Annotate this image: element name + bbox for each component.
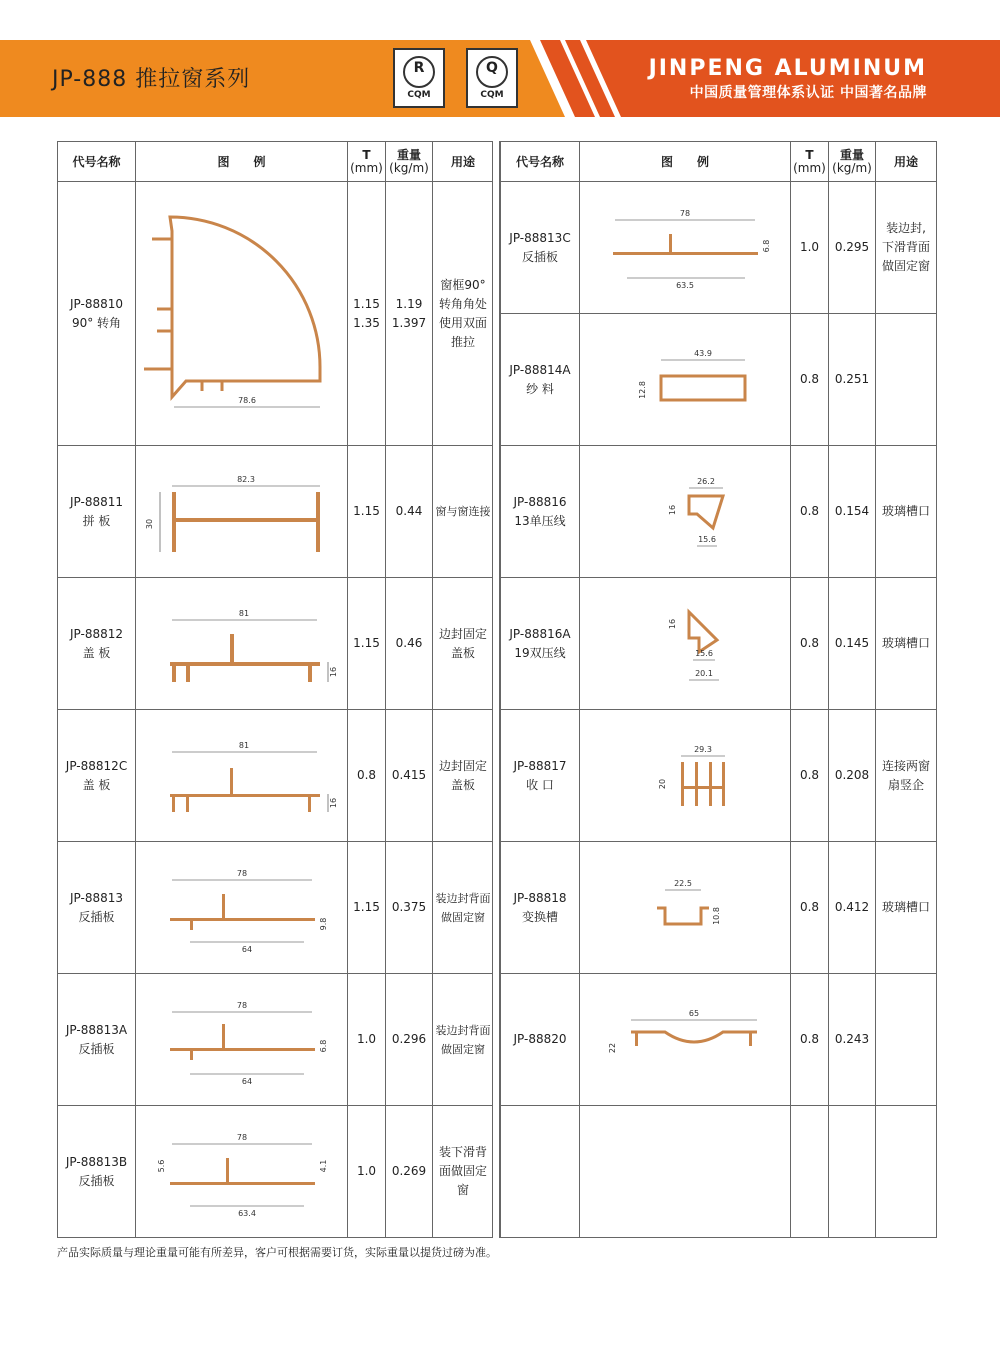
svg-text:10.8: 10.8 bbox=[712, 906, 721, 925]
svg-text:82.3: 82.3 bbox=[236, 474, 255, 484]
profile-drawing bbox=[580, 842, 791, 974]
product-name: 反插板 bbox=[78, 1173, 115, 1188]
header-use: 用途 bbox=[876, 142, 937, 182]
profile-drawing bbox=[136, 974, 348, 1106]
svg-text:22.5: 22.5 bbox=[674, 878, 692, 888]
profile-drawing bbox=[580, 446, 791, 578]
product-code: JP-88813A bbox=[65, 1022, 128, 1037]
spec-table-left bbox=[57, 141, 494, 1238]
product-name: 90° 转角 bbox=[71, 315, 122, 330]
svg-text:9.8: 9.8 bbox=[318, 917, 328, 930]
product-code: JP-88818 bbox=[513, 890, 567, 905]
table-divider bbox=[492, 141, 500, 1238]
svg-text:78: 78 bbox=[236, 1132, 247, 1142]
svg-text:78: 78 bbox=[236, 1000, 247, 1010]
header-code: 代号名称 bbox=[58, 142, 136, 182]
svg-text:22: 22 bbox=[608, 1042, 617, 1053]
svg-text:64: 64 bbox=[241, 944, 252, 954]
table-row: JP-88813 反插板 78 64 9.8 1.15 0.375 装边封背面 做固定窗 bbox=[58, 842, 494, 974]
product-name: 19双压线 bbox=[514, 645, 566, 660]
table-row: JP-88820 65 22 0.8 0.243 bbox=[501, 974, 937, 1106]
table-row: JP-88817 收 口 29.3 20 0.8 0.208 连接两窗 扇竖企 bbox=[501, 710, 937, 842]
profile-drawing bbox=[136, 842, 348, 974]
table-row: JP-88816 13单压线 26.2 16 15.6 0.8 0.154 玻璃槽口 bbox=[501, 446, 937, 578]
svg-text:20: 20 bbox=[658, 778, 667, 789]
table-row-empty bbox=[501, 1106, 937, 1238]
svg-text:65: 65 bbox=[688, 1008, 700, 1018]
svg-text:20.1: 20.1 bbox=[695, 668, 713, 678]
svg-text:15.6: 15.6 bbox=[698, 534, 716, 544]
svg-text:81: 81 bbox=[238, 740, 249, 750]
product-code: JP-88813 bbox=[69, 890, 123, 905]
product-code: JP-88812 bbox=[69, 626, 123, 641]
table-row: JP-88816A 19双压线 16 15.6 20.1 0.8 0.145 玻璃槽口 bbox=[501, 578, 937, 710]
product-code: JP-88813B bbox=[65, 1154, 128, 1169]
profile-drawing bbox=[136, 446, 348, 578]
product-code: JP-88814A bbox=[509, 362, 571, 377]
svg-text:16: 16 bbox=[328, 797, 338, 808]
product-name: 盖 板 bbox=[82, 777, 111, 792]
product-name: 盖 板 bbox=[82, 645, 111, 660]
table-row: JP-88814A 纱 料 43.9 12.8 0.8 0.251 bbox=[501, 314, 937, 446]
svg-text:63.4: 63.4 bbox=[237, 1208, 256, 1218]
product-code: JP-88811 bbox=[69, 494, 123, 509]
svg-text:6.8: 6.8 bbox=[762, 239, 771, 252]
profile-drawing bbox=[136, 1106, 348, 1238]
header-use: 用途 bbox=[433, 142, 494, 182]
svg-text:64: 64 bbox=[241, 1076, 252, 1086]
header-thickness: T (mm) bbox=[348, 142, 386, 182]
svg-text:78: 78 bbox=[236, 868, 247, 878]
table-row: JP-88812 盖 板 81 16 1.15 0.46 边封固定 盖板 bbox=[58, 578, 494, 710]
profile-drawing bbox=[580, 314, 791, 446]
svg-text:12.8: 12.8 bbox=[638, 380, 647, 399]
profile-drawing bbox=[580, 974, 791, 1106]
header-weight: 重量 (kg/m) bbox=[829, 142, 876, 182]
profile-drawing bbox=[580, 182, 791, 314]
product-code: JP-88816 bbox=[513, 494, 567, 509]
product-name: 变换槽 bbox=[521, 909, 558, 924]
header-figure: 图 例 bbox=[136, 142, 348, 182]
product-code: JP-88816A bbox=[509, 626, 571, 641]
product-code: JP-88813C bbox=[509, 230, 571, 245]
product-code: JP-88810 bbox=[69, 296, 123, 311]
certification-badge-q bbox=[466, 48, 518, 108]
profile-drawing bbox=[136, 710, 348, 842]
certification-badge-r bbox=[393, 48, 445, 108]
table-header-row bbox=[58, 142, 494, 182]
svg-text:16: 16 bbox=[668, 504, 677, 515]
profile-drawing bbox=[136, 578, 348, 710]
table-row: JP-88813A 反插板 78 64 6.8 1.0 0.296 装边封背面 做固定窗 bbox=[58, 974, 494, 1106]
svg-text:78.6: 78.6 bbox=[237, 395, 256, 405]
brand-slogan: 中国质量管理体系认证 中国著名品牌 bbox=[689, 85, 927, 101]
svg-text:81: 81 bbox=[238, 608, 249, 618]
brand-name: JINPENG ALUMINUM bbox=[648, 56, 927, 81]
svg-text:4.1: 4.1 bbox=[318, 1159, 328, 1172]
badge-text: CQM bbox=[407, 90, 431, 100]
product-code: JP-88817 bbox=[513, 758, 567, 773]
badge-text: CQM bbox=[480, 90, 504, 100]
table-header-row bbox=[501, 142, 937, 182]
svg-text:78: 78 bbox=[679, 208, 691, 218]
svg-text:30: 30 bbox=[144, 518, 154, 529]
product-name: 纱 料 bbox=[526, 381, 554, 396]
svg-text:26.2: 26.2 bbox=[697, 476, 715, 486]
svg-text:16: 16 bbox=[328, 666, 338, 677]
profile-drawing bbox=[580, 578, 791, 710]
product-name: 反插板 bbox=[78, 1041, 115, 1056]
svg-text:6.8: 6.8 bbox=[318, 1039, 328, 1052]
product-name: 反插板 bbox=[521, 249, 558, 264]
product-name: 拼 板 bbox=[82, 513, 111, 528]
profile-drawing bbox=[580, 710, 791, 842]
table-row: JP-88810 90° 转角 78.6 1.15 1.35 1.19 1.397 窗框90° 转角角处 使用双面 推拉 bbox=[58, 182, 494, 446]
table-row: JP-88813C 反插板 78 63.5 6.8 1.0 0.295 装边封, 下滑背面 做固定窗 bbox=[501, 182, 937, 314]
badge-letter: R bbox=[413, 60, 425, 76]
svg-text:16: 16 bbox=[668, 618, 677, 629]
header-figure: 图 例 bbox=[580, 142, 791, 182]
header-code: 代号名称 bbox=[501, 142, 580, 182]
svg-text:5.6: 5.6 bbox=[156, 1159, 166, 1172]
header-thickness: T (mm) bbox=[791, 142, 829, 182]
page-title: JP-888 推拉窗系列 bbox=[52, 67, 251, 92]
product-code: JP-88812C bbox=[65, 758, 128, 773]
product-name: 收 口 bbox=[526, 777, 554, 792]
svg-text:15.6: 15.6 bbox=[695, 648, 713, 658]
spec-table-right bbox=[500, 141, 937, 1238]
badge-letter: Q bbox=[486, 60, 498, 76]
table-row: JP-88812C 盖 板 81 16 0.8 0.415 边封固定 盖板 bbox=[58, 710, 494, 842]
svg-text:43.9: 43.9 bbox=[694, 348, 712, 358]
product-name: 反插板 bbox=[78, 909, 115, 924]
product-name: 13单压线 bbox=[514, 513, 566, 528]
table-row: JP-88818 变换槽 22.5 10.8 0.8 0.412 玻璃槽口 bbox=[501, 842, 937, 974]
svg-text:63.5: 63.5 bbox=[676, 280, 694, 290]
header-weight: 重量 (kg/m) bbox=[386, 142, 433, 182]
table-row: JP-88813B 反插板 78 63.4 5.6 4.1 1.0 0.269 装下滑背 面做固定 窗 bbox=[58, 1106, 494, 1238]
product-code: JP-88820 bbox=[513, 1032, 567, 1046]
svg-text:29.3: 29.3 bbox=[694, 744, 712, 754]
footnote: 产品实际质量与理论重量可能有所差异，客户可根据需要订货，实际重量以提货过磅为准。 bbox=[57, 1246, 497, 1259]
profile-drawing bbox=[136, 182, 348, 446]
table-row: JP-88811 拼 板 82.3 30 1.15 0.44 窗与窗连接 bbox=[58, 446, 494, 578]
